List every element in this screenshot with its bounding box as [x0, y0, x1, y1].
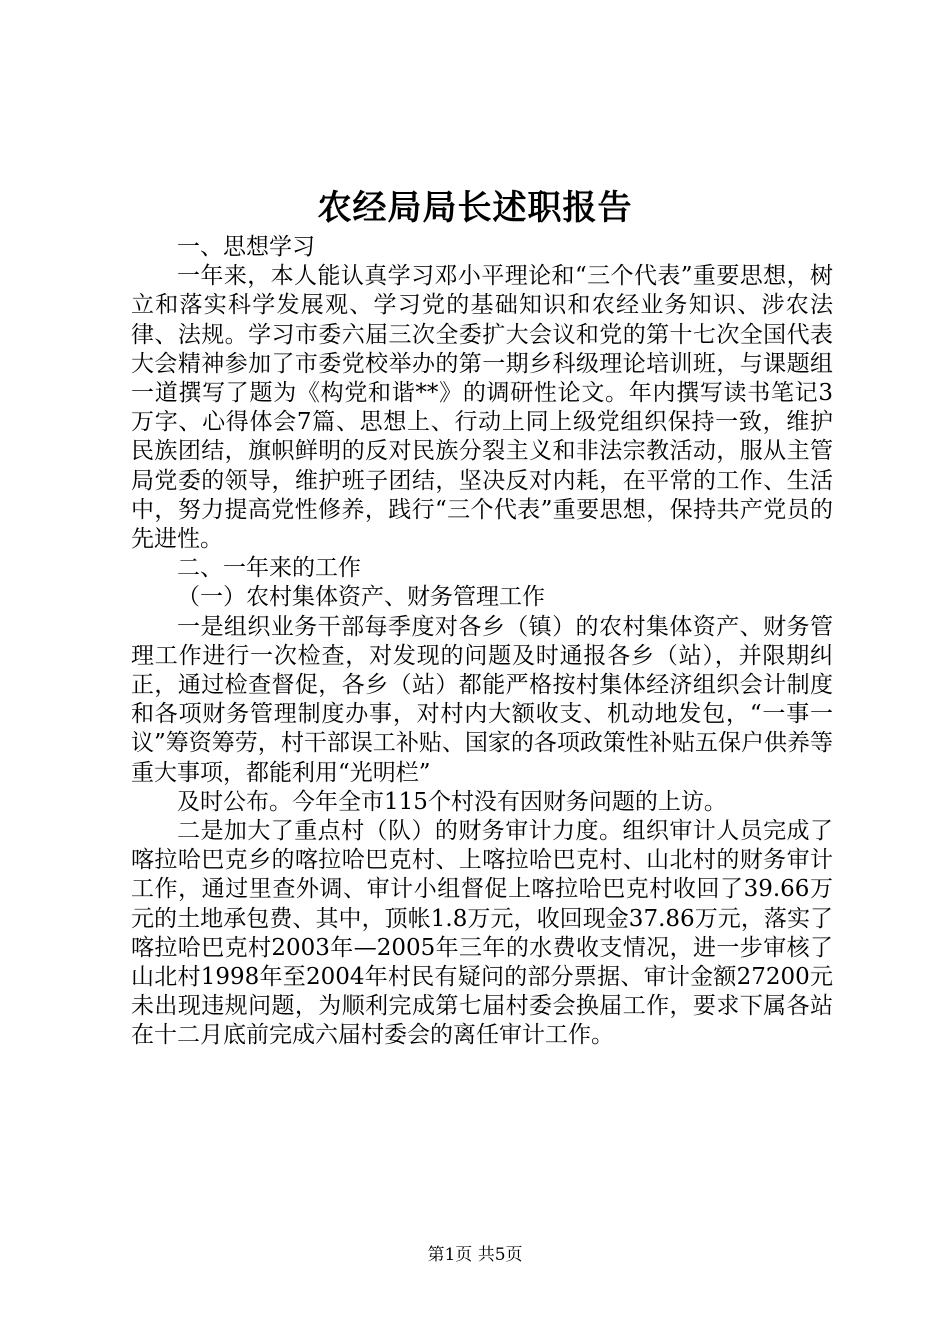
- section-heading-2: 二、一年来的工作: [177, 555, 361, 582]
- section-heading-1: 一、思想学习: [177, 234, 315, 260]
- document-title: 农经局局长述职报告: [317, 188, 633, 228]
- paragraph-audit: 二是加大了重点村（队）的财务审计力度。组织审计人员完成了喀拉哈巴克乡的喀拉哈巴克村、上喀拉哈巴克村、山北村的财务审计工作，通过里查外调、审计小组督促上喀拉哈巴克村收回了39.66万元的土地承包费、其中，顶帐1.8万元，收回现金37.86万元，落实了喀拉哈巴克村2003年—2005年三年的水费收支情况，进一步审核了山北村1998年至2004年村民有疑问的部分票据、审计金额27200元未出现违规问题，为顺利完成第七届村委会换届工作，要求下属各站在十二月底前完成六届村委会的离任审计工作。: [131, 818, 833, 1049]
- subsection-heading-1: （一）农村集体资产、财务管理工作: [177, 584, 545, 611]
- paragraph-timely-publication: 及时公布。今年全市115个村没有因财务问题的上访。: [177, 788, 727, 815]
- paragraph-ideology-study: 一年来，本人能认真学习邓小平理论和“三个代表”重要思想，树立和落实科学发展观、学习党的基础知识和农经业务知识、涉农法律、法规。学习市委六届三次全委扩大会议和党的第十七次全国代表大会精神参加了市委党校举办的第一期乡科级理论培训班，与课题组一道撰写了题为《构党和谐**》的调研性论文。年内撰写读书笔记3万字、心得体会7篇、思想上、行动上同上级党组织保持一致，维护民族团结，旗帜鲜明的反对民族分裂主义和非法宗教活动，服从主管局党委的领导，维护班子团结，坚决反对内耗，在平常的工作、生活中，努力提高党性修养，践行“三个代表”重要思想，保持共产党员的先进性。: [131, 263, 833, 553]
- page-footer: 第1页 共5页: [427, 1245, 523, 1265]
- document-body: [131, 233, 833, 1051]
- paragraph-asset-inspection: 一是组织业务干部每季度对各乡（镇）的农村集体资产、财务管理工作进行一次检查，对发现的问题及时通报各乡（站），并限期纠正，通过检查督促，各乡（站）都能严格按村集体经济组织会计制度和各项财务管理制度办事，对村内大额收支、机动地发包，“一事一议”筹资筹劳，村干部误工补贴、国家的各项政策性补贴五保户供养等重大事项，都能利用“光明栏”: [131, 613, 833, 786]
